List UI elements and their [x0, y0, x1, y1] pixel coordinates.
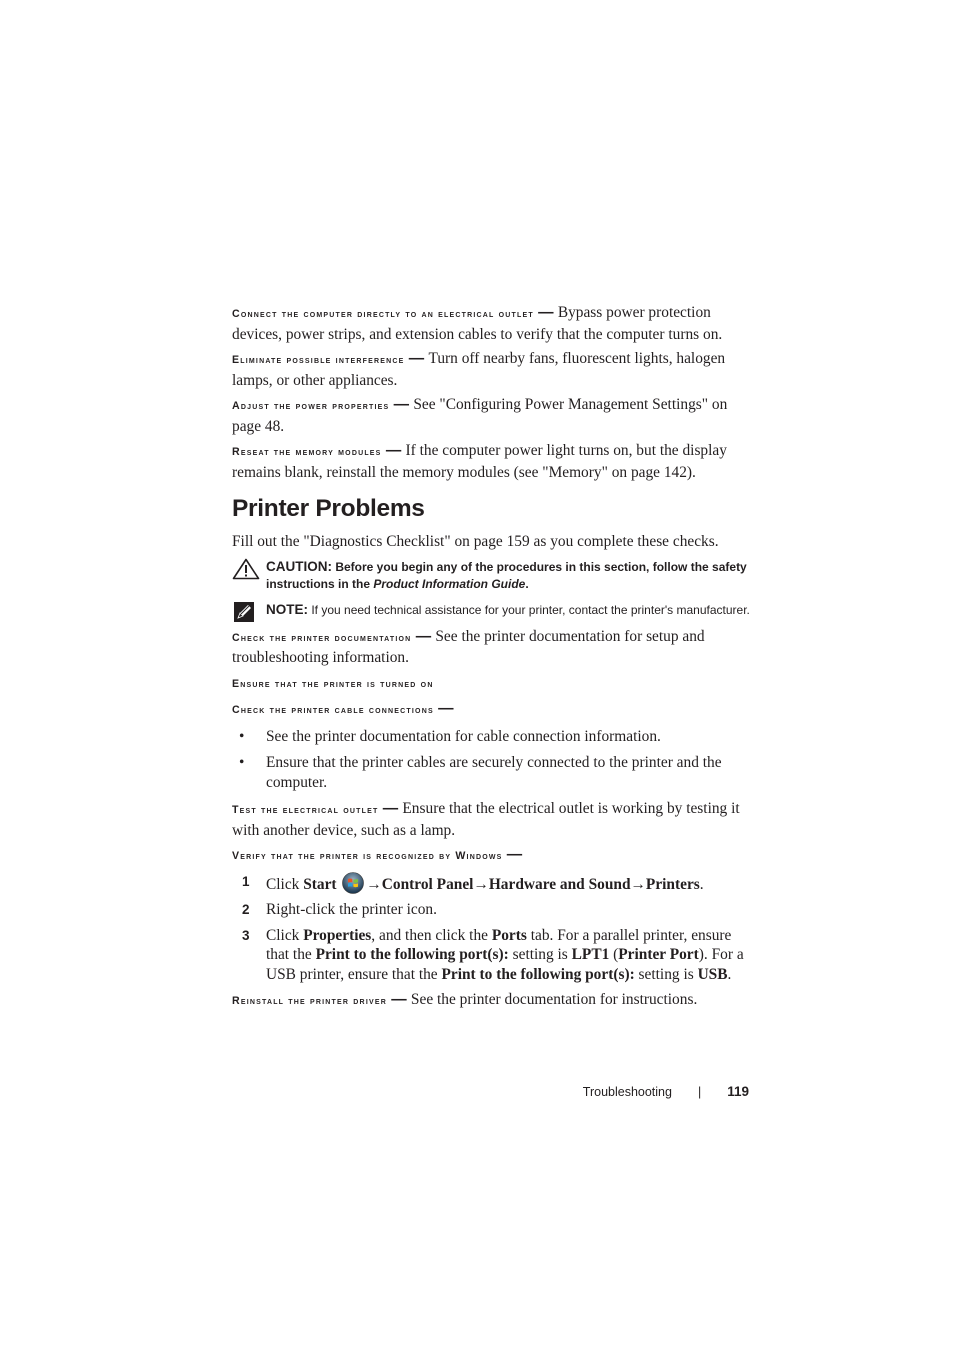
tip-test-outlet: Test the electrical outlet — Ensure that the electrical outlet is working by testing it with another device, such as a lamp.: [232, 800, 740, 839]
tip-lead: Ensure that the printer is turned on: [232, 677, 434, 690]
caution-label: CAUTION:: [266, 558, 332, 574]
tip-reseat-memory: Reseat the memory modules — If the computer power light turns on, but the display remains blank, reinstall the memory modules (see "Memory" on page 142).: [232, 442, 727, 481]
step-item: 1 Click Start →Control Panel→Hardware and Sound→Printers.: [242, 873, 704, 893]
control-panel-label: Control Panel: [381, 875, 474, 893]
windows-start-icon: [342, 872, 364, 894]
start-label: Start: [303, 875, 337, 893]
caution-guide-title: Product Information Guide: [373, 576, 526, 591]
tip-connect-outlet: Connect the computer directly to an electrical outlet — Bypass power protection devices, power strips, and extension cables to verify that the computer turns on.: [232, 304, 723, 343]
step-item: 3 Click Properties, and then click the Ports tab. For a parallel printer, ensure that the Print to the following port(s): setting is LPT1 (Printer Port). For a USB printer, ensure that the Print to the following port(s): setting is USB.: [242, 926, 744, 983]
note-pencil-icon: [232, 601, 256, 628]
note-notice: [232, 601, 752, 619]
tip-lead: Test the electrical outlet: [232, 804, 379, 816]
tip-text: Turn off nearby fans, fluorescent lights, halogen lamps, or other appliances.: [232, 350, 726, 389]
page-number: 119: [727, 1084, 749, 1099]
tip-lead: Eliminate possible interference: [232, 354, 405, 366]
tip-lead: Verify that the printer is recognized by Windows: [232, 850, 503, 862]
tip-check-documentation: Check the printer documentation — See the printer documentation for setup and troubleshooting information.: [232, 627, 705, 666]
tip-adjust-power: Adjust the power properties — See "Configuring Power Management Settings" on page 48.: [232, 396, 728, 435]
tip-lead: Reseat the memory modules: [232, 446, 382, 458]
caution-notice: CAUTION: Before you begin any of the procedures in this section, follow the safety instructions in the Product Information Guide.: [232, 558, 752, 593]
tip-text: See the printer documentation for setup and troubleshooting information.: [232, 627, 705, 666]
page-footer: [0, 1084, 749, 1099]
tip-text: See the printer documentation for instructions.: [410, 991, 698, 1008]
caution-triangle-icon: [232, 558, 260, 585]
verify-steps: [232, 872, 752, 985]
hardware-sound-label: Hardware and Sound: [488, 875, 631, 893]
tip-text: Ensure that the electrical outlet is working by testing it with another device, such as a lamp.: [232, 800, 740, 839]
tip-reinstall-driver: Reinstall the printer driver — See the printer documentation for instructions.: [232, 991, 698, 1008]
intro-text: Fill out the "Diagnostics Checklist" on page 159 as you complete these checks.: [232, 533, 719, 550]
page-content: [232, 303, 752, 1017]
printers-label: Printers: [645, 875, 700, 893]
tip-text: Bypass power protection devices, power strips, and extension cables to verify that the computer turns on.: [232, 304, 723, 343]
tip-lead: Reinstall the printer driver: [232, 995, 387, 1007]
list-item: • See the printer documentation for cable connection information.: [239, 727, 661, 745]
tip-check-cables: Check the printer cable connections —: [232, 700, 454, 717]
tip-lead: Check the printer documentation: [232, 631, 412, 644]
note-text: If you need technical assistance for your printer, contact the printer's manufacturer.: [308, 602, 750, 617]
tip-text: See "Configuring Power Management Settings" on page 48.: [232, 396, 728, 435]
step-item: 2 Right-click the printer icon.: [242, 901, 437, 918]
list-item: • Ensure that the printer cables are securely connected to the printer and the computer.: [239, 754, 722, 791]
footer-section-name: Troubleshooting: [582, 1085, 672, 1099]
note-label: NOTE:: [266, 601, 308, 617]
tip-lead: Adjust the power properties: [232, 400, 390, 412]
footer-separator: |: [697, 1085, 702, 1099]
tip-eliminate-interference: Eliminate possible interference — Turn off nearby fans, fluorescent lights, halogen lamps, or other appliances.: [232, 350, 726, 389]
cable-bullet-list: [232, 727, 752, 793]
tip-verify-windows: Verify that the printer is recognized by Windows —: [232, 846, 523, 863]
tip-lead: Check the printer cable connections: [232, 704, 434, 716]
tip-text: If the computer power light turns on, but the display remains blank, reinstall the memory modules (see "Memory" on page 142).: [232, 442, 727, 481]
tip-ensure-on: [232, 673, 752, 695]
tip-lead: Connect the computer directly to an electrical outlet: [232, 308, 534, 320]
section-heading: Printer Problems: [232, 495, 425, 522]
